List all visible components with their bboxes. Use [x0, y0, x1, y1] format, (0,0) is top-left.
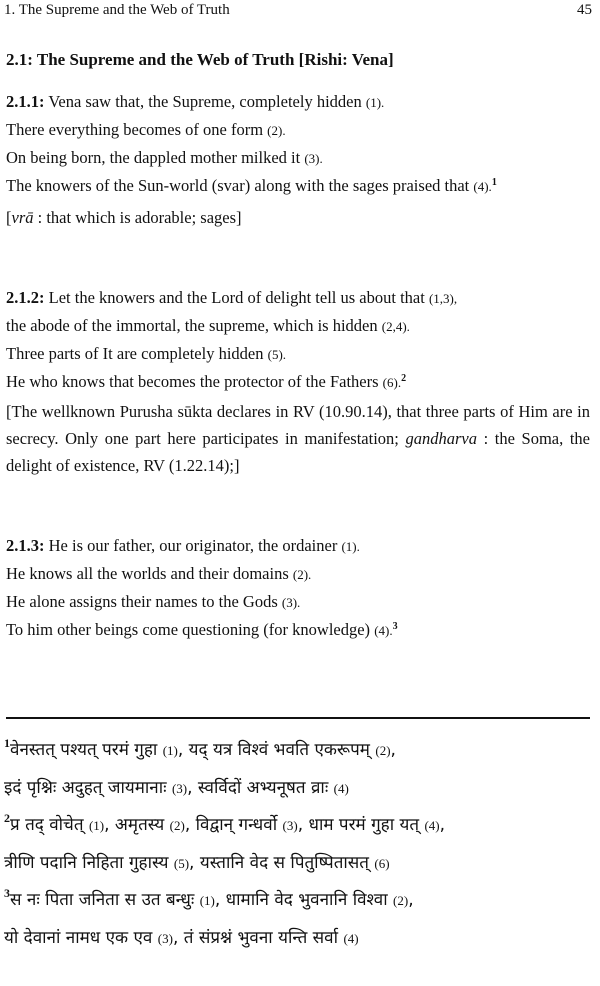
sanskrit-text: , — [408, 890, 414, 910]
note-text: [The wellknown Purusha sūkta declares in RV (10.90.14), that three parts of Him are in secrecy. Only one part here participates in manifestation; — [6, 402, 590, 448]
footnote-line — [4, 882, 594, 920]
line-ref: (2). — [267, 123, 286, 138]
verse-text: Vena saw that, the Supreme, completely hidden — [44, 92, 366, 111]
verse-line — [6, 616, 590, 644]
sanskrit-text: त्रीणि पदानि निहिता गुहास्य — [4, 852, 174, 873]
line-ref: (4). — [374, 623, 393, 638]
pada-ref: (2) — [393, 893, 409, 908]
verse-text: He knows all the worlds and their domains — [6, 564, 293, 583]
verse-text: the abode of the immortal, the supreme, which is hidden — [6, 316, 382, 335]
sanskrit-text: , — [390, 740, 396, 760]
footnote-marker: 1 — [491, 177, 497, 188]
pada-ref: (6) — [374, 855, 390, 871]
sanskrit-text: , — [439, 815, 446, 835]
sanskrit-text: , विद्वान् गन्धर्वो — [184, 815, 283, 835]
verse-line — [6, 340, 590, 368]
verse-text: Let the knowers and the Lord of delight tell us about that — [44, 288, 429, 307]
verse-note — [6, 398, 590, 479]
verse-2-1-1 — [6, 88, 590, 231]
pada-ref: (1) — [162, 743, 178, 758]
verse-line — [6, 116, 590, 144]
verse-text: On being born, the dappled mother milked it — [6, 148, 305, 167]
footnote-line — [4, 845, 594, 883]
verse-2-1-2 — [6, 284, 590, 479]
verse-text: To him other beings come questioning (for knowledge) — [6, 620, 375, 639]
pada-ref: (3) — [157, 930, 173, 946]
verse-id: 2.1.2: — [6, 288, 45, 307]
verse-text: The knowers of the Sun-world (svar) along with the sages praised that — [6, 176, 474, 195]
pada-ref: (1) — [199, 893, 215, 908]
line-ref: (2). — [292, 567, 312, 582]
footnote-number: 1 — [4, 736, 10, 750]
line-ref: (4). — [473, 179, 492, 194]
sanskrit-text: इदं पृश्निः अदुहत् जायमानाः — [4, 777, 172, 798]
sanskrit-text: प्र तद् वोचेत् — [10, 815, 89, 835]
note-text: : the Soma, the delight of existence, RV (1.22.14);] — [6, 429, 591, 475]
line-ref: (1,3), — [428, 291, 458, 306]
verse-text: There everything becomes of one form — [6, 120, 268, 139]
verse-line — [6, 88, 590, 116]
pada-ref: (4) — [343, 930, 359, 946]
verse-line — [6, 312, 590, 340]
sanskrit-text: , यद् यत्र विश्वं भवति एकरूपम् — [177, 740, 376, 760]
verse-line — [6, 144, 590, 172]
line-ref: (3). — [304, 151, 323, 166]
verse-2-1-3 — [6, 532, 590, 644]
pada-ref: (4) — [333, 780, 349, 796]
running-title: 1. The Supreme and the Web of Truth — [4, 2, 230, 18]
verse-line — [6, 172, 590, 200]
line-ref: (1). — [365, 95, 385, 110]
line-ref: (6). — [382, 375, 402, 390]
sanskrit-text: , धाम परमं गुहा यत् — [297, 815, 425, 835]
verse-text: He who knows that becomes the protector of the Fathers — [6, 372, 383, 391]
footnote-line — [4, 770, 594, 808]
pada-ref: (1) — [88, 818, 105, 833]
footnote-number: 3 — [4, 886, 10, 900]
sanskrit-text: , धामानि वेद भुवनानि विश्वा — [214, 890, 394, 910]
verse-line — [6, 284, 590, 312]
sanskrit-text: , अमृतस्य — [104, 815, 170, 835]
section-heading: 2.1: The Supreme and the Web of Truth [Rishi: Vena] — [6, 50, 394, 69]
verse-text: He alone assigns their names to the Gods — [6, 592, 282, 611]
footnote-line — [4, 732, 594, 770]
pada-ref: (4) — [424, 818, 440, 833]
line-ref: (1). — [341, 539, 360, 554]
line-ref: (3). — [281, 595, 301, 610]
verse-text: He is our father, our originator, the ordainer — [44, 536, 342, 555]
note-term: vrā — [11, 208, 34, 227]
verse-line — [6, 368, 590, 396]
sanskrit-text: , स्वर्विदों अभ्यनूषत व्राः — [187, 777, 334, 798]
pada-ref: (2) — [375, 743, 391, 758]
pada-ref: (2) — [169, 818, 185, 833]
pada-ref: (5) — [173, 855, 190, 871]
footnote-number: 2 — [4, 811, 10, 825]
verse-id: 2.1.3: — [6, 536, 45, 555]
footnote-line — [4, 920, 594, 958]
footnote-line — [4, 807, 594, 845]
line-ref: (5). — [267, 347, 287, 362]
sanskrit-text: , तं संप्रश्नं भुवना यन्ति सर्वा — [172, 927, 344, 948]
pada-ref: (3) — [282, 818, 298, 833]
note-term: gandharva — [405, 429, 477, 448]
sanskrit-text: स नः पिता जनिता स उत बन्धुः — [10, 890, 200, 910]
verse-line — [6, 532, 590, 560]
verse-text: Three parts of It are completely hidden — [6, 344, 268, 363]
sanskrit-text: यो देवानां नामध एक एव — [4, 927, 158, 948]
line-ref: (2,4). — [381, 319, 410, 334]
sanskrit-text: वेनस्तत् पश्यत् परमं गुहा — [10, 740, 163, 760]
footnote-divider — [6, 717, 590, 719]
verse-note: [vrā : that which is adorable; sages] — [6, 208, 242, 227]
sanskrit-text: , यस्तानि वेद स पितुष्पितासत् — [189, 852, 375, 873]
verse-id: 2.1.1: — [6, 92, 45, 111]
note-text: : that which is adorable; sages] — [33, 208, 242, 227]
page-number: 45 — [577, 2, 592, 18]
footnote-marker: 2 — [401, 373, 407, 384]
pada-ref: (3) — [171, 780, 188, 796]
running-head — [4, 2, 596, 22]
verse-line — [6, 588, 590, 616]
footnote-marker: 3 — [392, 621, 398, 632]
verse-line — [6, 560, 590, 588]
footnotes — [4, 732, 594, 957]
